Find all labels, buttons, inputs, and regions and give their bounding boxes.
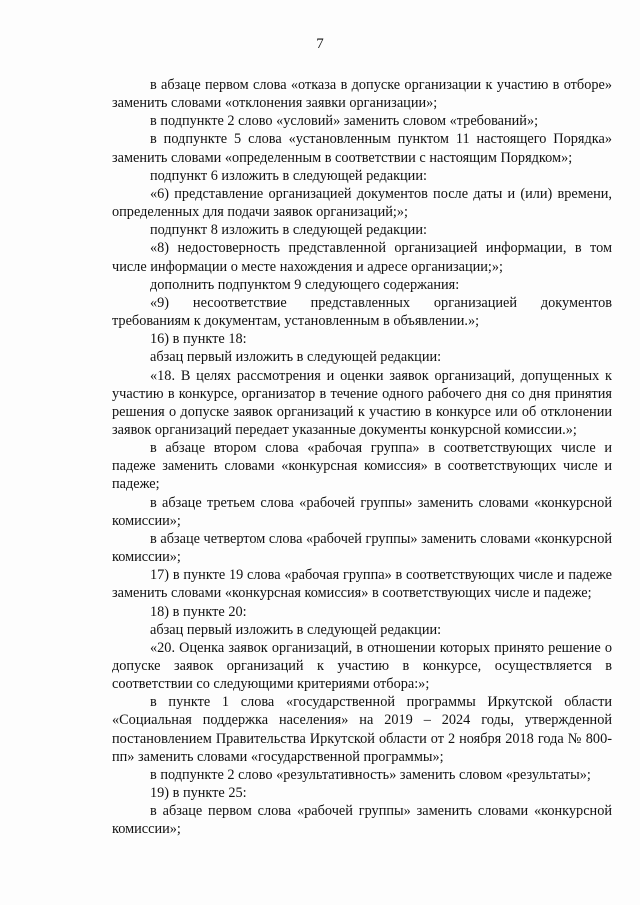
paragraph: «18. В целях рассмотрения и оценки заявок организаций, допущенных к участию в конкурсе, организатор в течение одного рабочего дня со дня принятия решения о допуске заявок организаций к участию в конкурсе или об отклонении заявок организаций передает указанные документы конкурсной комиссии.»;: [112, 367, 612, 438]
paragraph: в абзаце третьем слова «рабочей группы» заменить словами «конкурсной комиссии»;: [112, 494, 612, 529]
paragraph: в подпункте 2 слово «условий» заменить словом «требований»;: [150, 113, 539, 130]
paragraph: «8) недостоверность представленной организацией информации, в том числе информации о месте нахождения и адресе организации;»;: [112, 240, 612, 275]
paragraph: абзац первый изложить в следующей редакции:: [150, 349, 442, 366]
document-body: [112, 76, 612, 839]
paragraph: «6) представление организацией документов после даты и (или) времени, определенных для подачи заявок организаций;»;: [112, 185, 612, 221]
paragraph: в абзаце первом слова «рабочей группы» заменить словами «конкурсной комиссии»;: [112, 803, 612, 838]
paragraph: в абзаце втором слова «рабочая группа» в соответствующих числе и падеже заменить словами «конкурсная комиссия» в соответствующих числе и падеже;: [112, 440, 612, 493]
paragraph: в пункте 1 слова «государственной программы Иркутской области «Социальная поддержка населения» на 2019 – 2024 годы, утвержденной постановлением Правительства Иркутской области от 2 ноября 2018 года № 800-пп» заменить словами «государственной программы»;: [112, 694, 612, 765]
paragraph: подпункт 6 изложить в следующей редакции:: [150, 167, 427, 184]
paragraph: в абзаце первом слова «отказа в допуске организации к участию в отборе» заменить словами «отклонения заявки организации»;: [112, 77, 612, 112]
paragraph: в абзаце четвертом слова «рабочей группы» заменить словами «конкурсной комиссии»;: [112, 530, 612, 566]
paragraph: дополнить подпунктом 9 следующего содержания:: [150, 276, 460, 293]
paragraph: в подпункте 2 слово «результативность» заменить словом «результаты»;: [150, 766, 591, 783]
paragraph: 17) в пункте 19 слова «рабочая группа» в соответствующих числе и падеже заменить словами «конкурсная комиссия» в соответствующих числе и падеже;: [112, 567, 612, 602]
paragraph: 18) в пункте 20:: [150, 603, 247, 620]
paragraph: в подпункте 5 слова «установленным пунктом 11 настоящего Порядка» заменить словами «определенным в соответствии с настоящим Порядком»;: [112, 131, 612, 166]
paragraph: подпункт 8 изложить в следующей редакции:: [150, 222, 427, 239]
paragraph: «9) несоответствие представленных организацией документов требованиям к документам, установленным в объявлении.»;: [112, 294, 612, 330]
paragraph: «20. Оценка заявок организаций, в отношении которых принято решение о допуске заявок организаций к участию в конкурсе, осуществляется в соответствии со следующими критериями отбора:»;: [112, 639, 612, 693]
page-number: 7: [316, 36, 324, 52]
paragraph: 19) в пункте 25:: [150, 785, 247, 802]
paragraph: абзац первый изложить в следующей редакции:: [150, 621, 442, 638]
paragraph: 16) в пункте 18:: [150, 331, 247, 348]
